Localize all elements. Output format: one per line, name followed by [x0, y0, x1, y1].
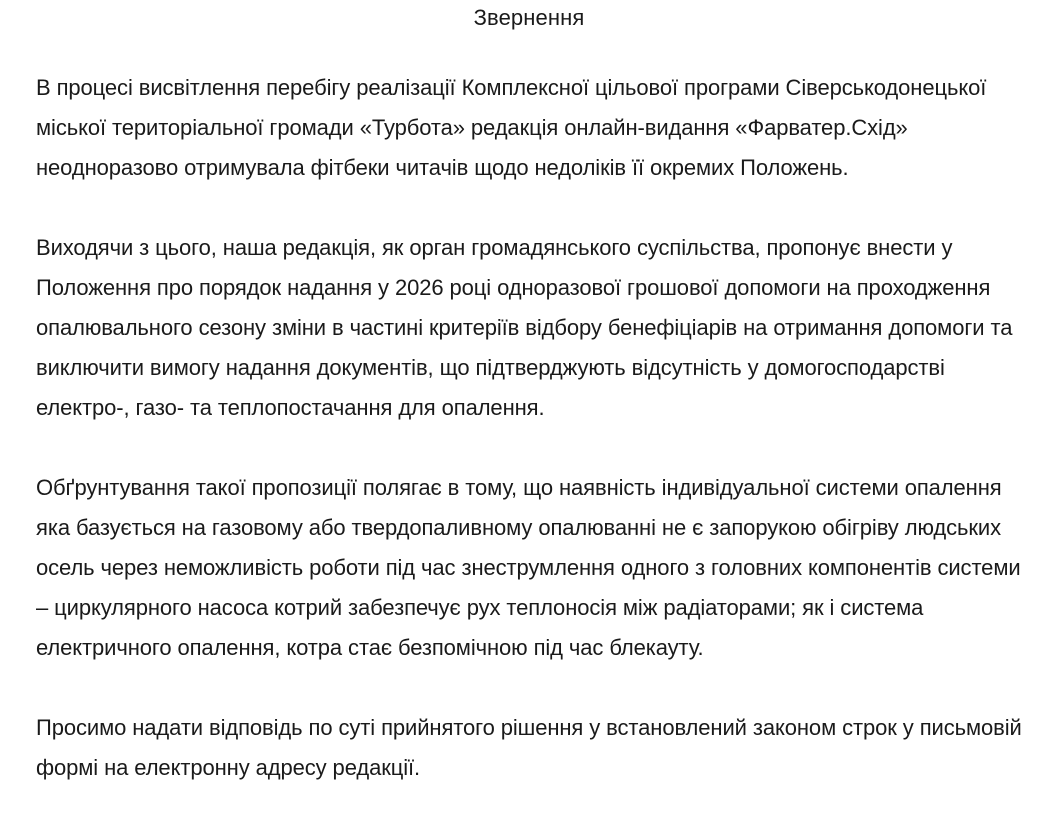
document-body — [36, 68, 1022, 788]
paragraph-justification: Обґрунтування такої пропозиції полягає в тому, що наявність індивідуальної системи опалення яка базується на газовому або твердопаливному опалюванні не є запорукою обігріву людських осель через неможливість роботи під час знеструмлення одного з головних компонентів системи – циркулярного насоса котрий забезпечує рух теплоносія між радіаторами; як і система електричного опалення, котра стає безпомічною під час блекауту. — [36, 475, 1021, 660]
document-title: Звернення — [473, 5, 585, 30]
paragraph-intro: В процесі висвітлення перебігу реалізації Комплексної цільової програми Сіверськодонецької міської територіальної громади «Турбота» редакція онлайн-видання «Фарватер.Схід» неодноразово отримувала фітбеки читачів щодо недоліків її окремих Положень. — [36, 75, 987, 180]
paragraph-proposal: Виходячи з цього, наша редакція, як орган громадянського суспільства, пропонує внести у Положення про порядок надання у 2026 році одноразової грошової допомоги на проходження опалювального сезону зміни в частині критеріїв відбору бенефіціарів на отримання допомоги та виключити вимогу надання документів, що підтверджують відсутність у домогосподарстві електро-, газо- та теплопостачання для опалення. — [36, 235, 1013, 420]
paragraph-request: Просимо надати відповідь по суті прийнятого рішення у встановлений законом строк у письмовій формі на електронну адресу редакції. — [36, 715, 1022, 780]
